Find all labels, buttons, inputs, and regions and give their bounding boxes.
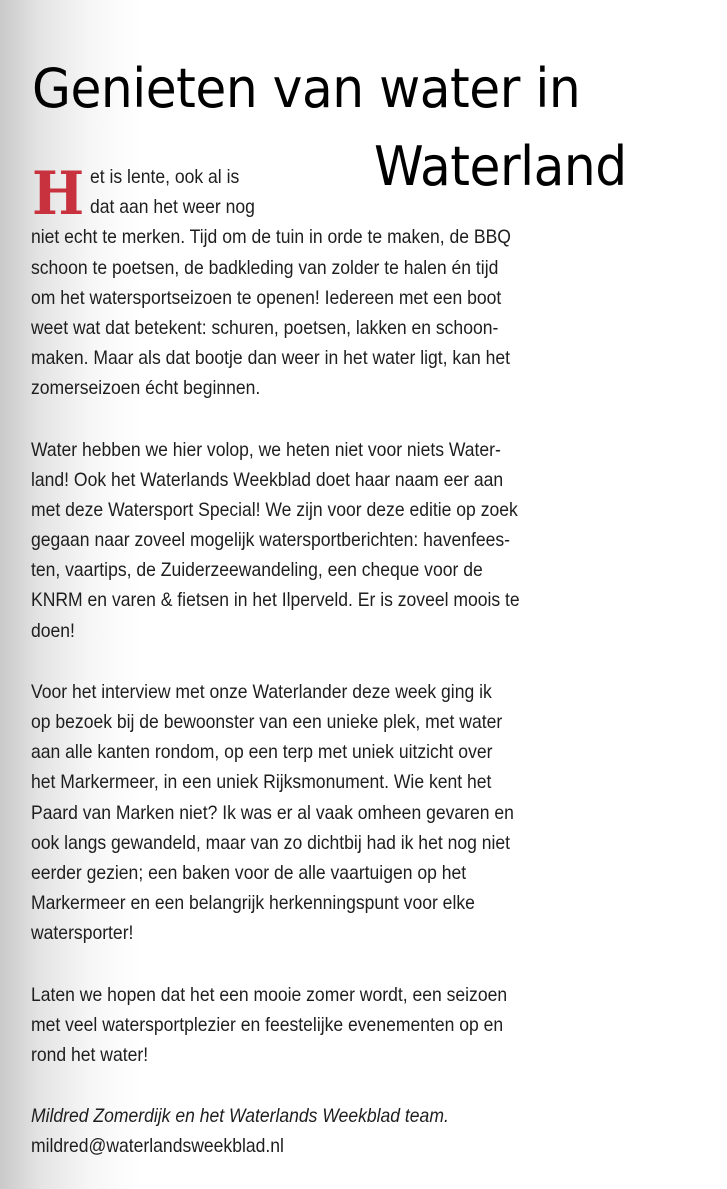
body-line: maken. Maar als dat bootje dan weer in het water ligt, kan het (31, 347, 510, 370)
body-line: om het watersportseizoen te openen! Iedereen met een boot (31, 286, 502, 309)
drop-cap: H (32, 159, 85, 229)
opening-lines (31, 159, 721, 229)
article-body (31, 159, 721, 1161)
body-line: land! Ook het Waterlands Weekblad doet haar naam eer aan (31, 468, 504, 491)
body-line: ten, vaartips, de Zuiderzeewandeling, een cheque voor de (31, 559, 483, 582)
body-line: zomerseizoen écht beginnen. (31, 377, 261, 400)
title-line-1: Genieten van water in (32, 57, 581, 120)
body-line: Water hebben we hier volop, we heten niet voor niets Water- (31, 438, 501, 461)
body-line: Markermeer en een belangrijk herkenningspunt voor elke (31, 892, 475, 915)
body-line: gegaan naar zoveel mogelijk watersportberichten: havenfees- (31, 529, 511, 552)
paragraph-gap (31, 404, 721, 435)
body-line: op bezoek bij de bewoonster van een unieke plek, met water (31, 711, 503, 734)
paragraph-4 (31, 980, 721, 1071)
body-line: niet echt te merken. Tijd om de tuin in orde te maken, de BBQ (31, 226, 511, 249)
paragraph-gap (31, 949, 721, 980)
signature: Mildred Zomerdijk en het Waterlands Weekblad team. (31, 1105, 449, 1128)
body-line: doen! (31, 619, 75, 642)
paragraph-gap (31, 1070, 721, 1101)
body-line: met deze Watersport Special! We zijn voor deze editie op zoek (31, 498, 518, 521)
body-line: het Markermeer, in een uniek Rijksmonument. Wie kent het (31, 771, 492, 794)
body-line: schoon te poetsen, de badkleding van zolder te halen én tijd (31, 256, 499, 279)
title-line-2: Waterland (374, 135, 627, 198)
body-line: Voor het interview met onze Waterlander deze week ging ik (31, 680, 492, 703)
paragraph-1 (31, 222, 721, 403)
body-line: weet wat dat betekent: schuren, poetsen, lakken en schoon- (31, 316, 499, 339)
body-line: dat aan het weer nog (90, 196, 255, 219)
body-line: watersporter! (31, 922, 134, 945)
body-line: ook langs gewandeld, maar van zo dichtbij had ik het nog niet (31, 831, 511, 854)
body-line: KNRM en varen & fietsen in het Ilperveld. Er is zoveel moois te (31, 589, 520, 612)
body-line: Laten we hopen dat het een mooie zomer wordt, een seizoen (31, 983, 508, 1006)
paragraph-2 (31, 435, 721, 646)
paragraph-3 (31, 677, 721, 949)
body-line: eerder gezien; een baken voor de alle vaartuigen op het (31, 861, 467, 884)
body-line: Paard van Marken niet? Ik was er al vaak omheen gevaren en (31, 801, 514, 824)
body-line: rond het water! (31, 1043, 149, 1066)
paragraph-gap (31, 646, 721, 677)
email-link[interactable]: mildred@waterlandsweekblad.nl (31, 1135, 284, 1158)
body-line: met veel watersportplezier en feestelijke evenementen op en (31, 1013, 504, 1036)
body-line: aan alle kanten rondom, op een terp met uniek uitzicht over (31, 741, 493, 764)
body-line: et is lente, ook al is (90, 166, 240, 188)
